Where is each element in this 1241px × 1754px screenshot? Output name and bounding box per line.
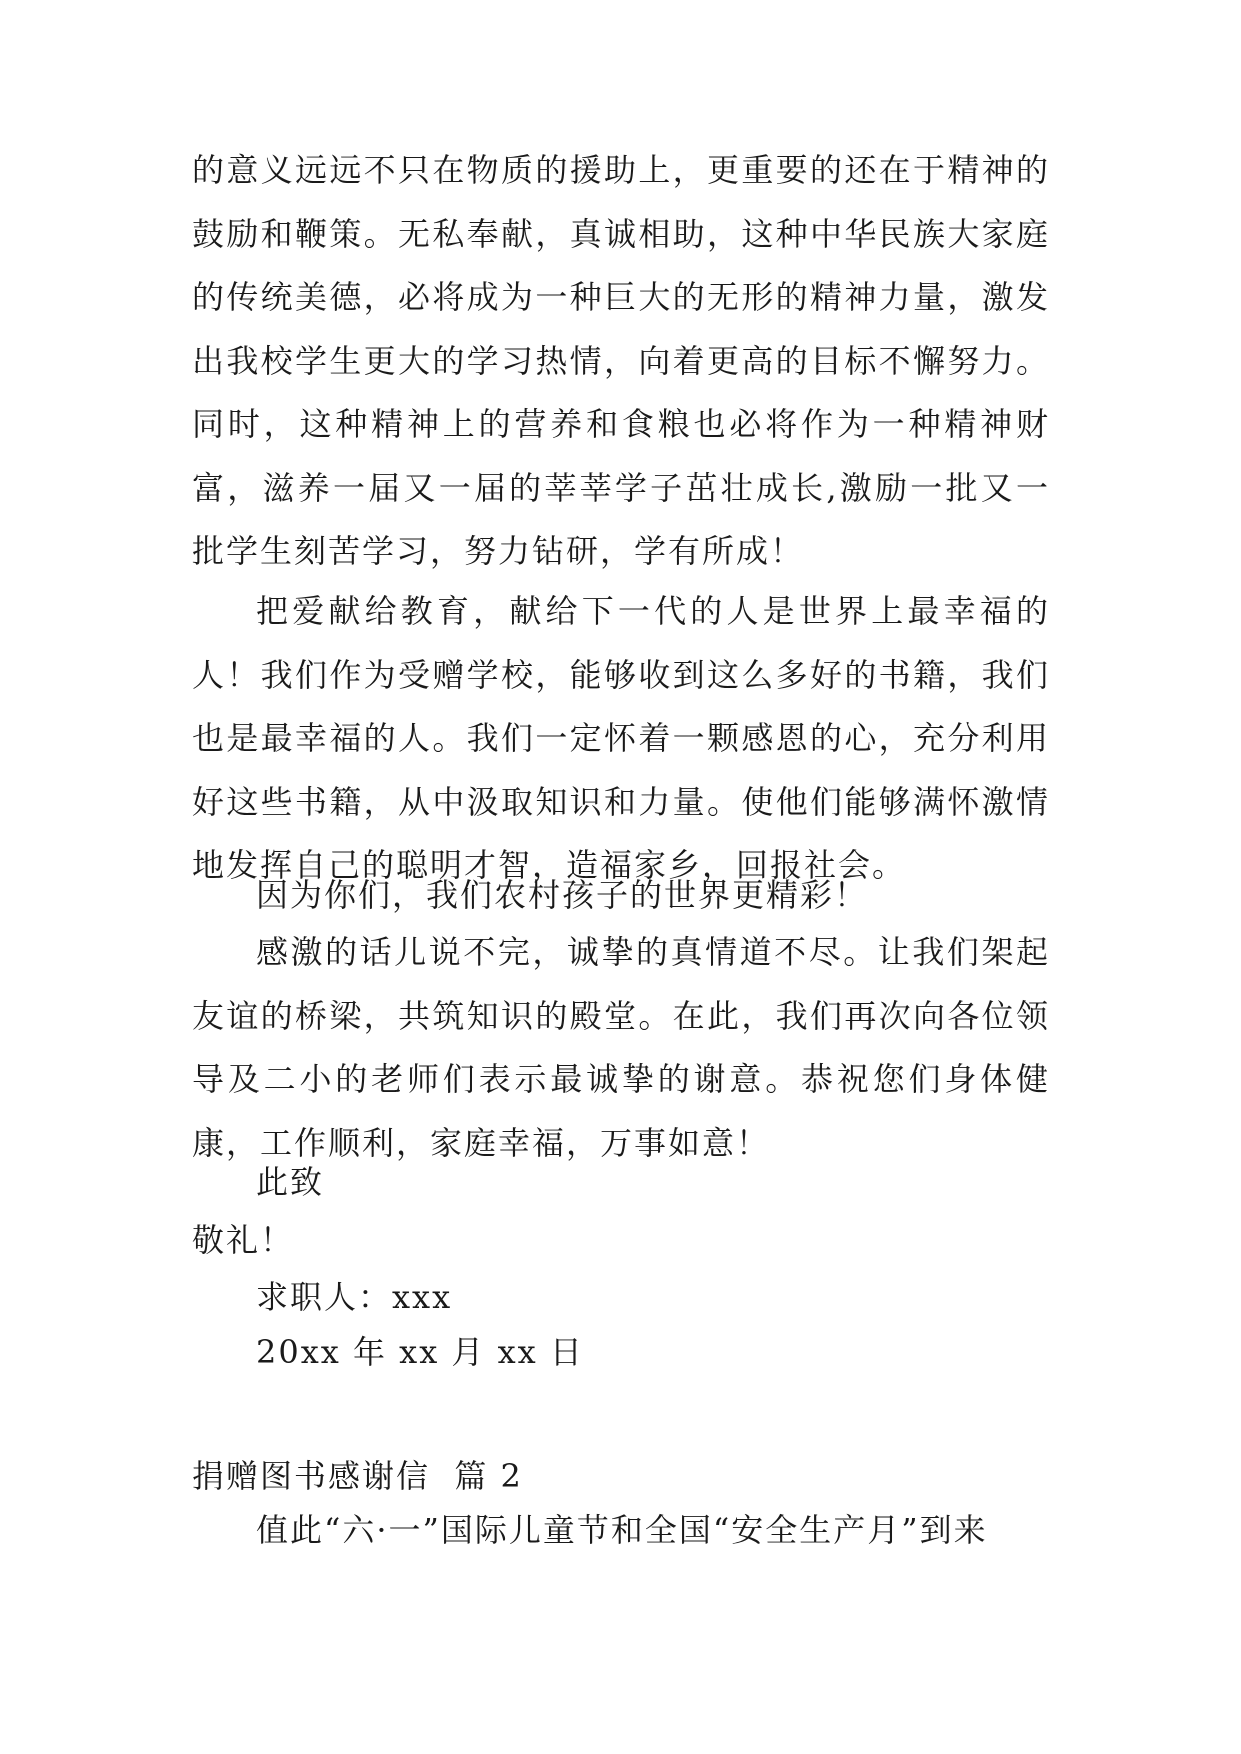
letter-date: 20xx 年 xx 月 xx 日	[256, 1333, 584, 1371]
signature-block	[192, 1267, 1050, 1327]
section-heading-block	[192, 1446, 1050, 1506]
because-paragraph-block	[192, 864, 1050, 928]
closing-respect: 敬礼！	[192, 1221, 295, 1259]
closing-respect-block	[192, 1210, 1050, 1270]
next-paragraph-block	[192, 1500, 1050, 1560]
grateful-paragraph-block	[192, 921, 1050, 1175]
continuation-paragraph: 的意义远远不只在物质的援助上，更重要的还在于精神的鼓励和鞭策。无私奉献，真诚相助，这种中华民族大家庭的传统美德，必将成为一种巨大的无形的精神力量，激发出我校学生更大的学习热情，向着更高的目标不懈努力。同时，这种精神上的营养和食粮也必将作为一种精神财富，滋养一届又一届的莘莘学子茁壮成长,激励一批又一批学生刻苦学习，努力钻研，学有所成！	[192, 151, 1050, 570]
grateful-paragraph: 感激的话儿说不完，诚挚的真情道不尽。让我们架起友谊的桥梁，共筑知识的殿堂。在此，我们再次向各位领导及二小的老师们表示最诚挚的谢意。恭祝您们身体健康，工作顺利，家庭幸福，万事如意！	[192, 933, 1050, 1162]
next-paragraph-start: 值此“六·一”国际儿童节和全国“安全生产月”到来	[256, 1511, 988, 1549]
continuation-paragraph-block	[192, 139, 1050, 584]
because-paragraph: 因为你们，我们农村孩子的世界更精彩！	[256, 876, 869, 914]
signature: 求职人：xxx	[256, 1278, 453, 1316]
date-block	[192, 1322, 1050, 1382]
closing-salutation-block	[192, 1152, 1050, 1212]
closing-salutation: 此致	[256, 1163, 325, 1201]
section-heading: 捐赠图书感谢信 篇 2	[192, 1457, 523, 1495]
love-paragraph-block	[192, 580, 1050, 898]
love-paragraph: 把爱献给教育，献给下一代的人是世界上最幸福的人！我们作为受赠学校，能够收到这么多好的书籍，我们也是最幸福的人。我们一定怀着一颗感恩的心，充分利用好这些书籍，从中汲取知识和力量。使他们能够满怀激情地发挥自己的聪明才智，造福家乡，回报社会。	[192, 592, 1050, 884]
